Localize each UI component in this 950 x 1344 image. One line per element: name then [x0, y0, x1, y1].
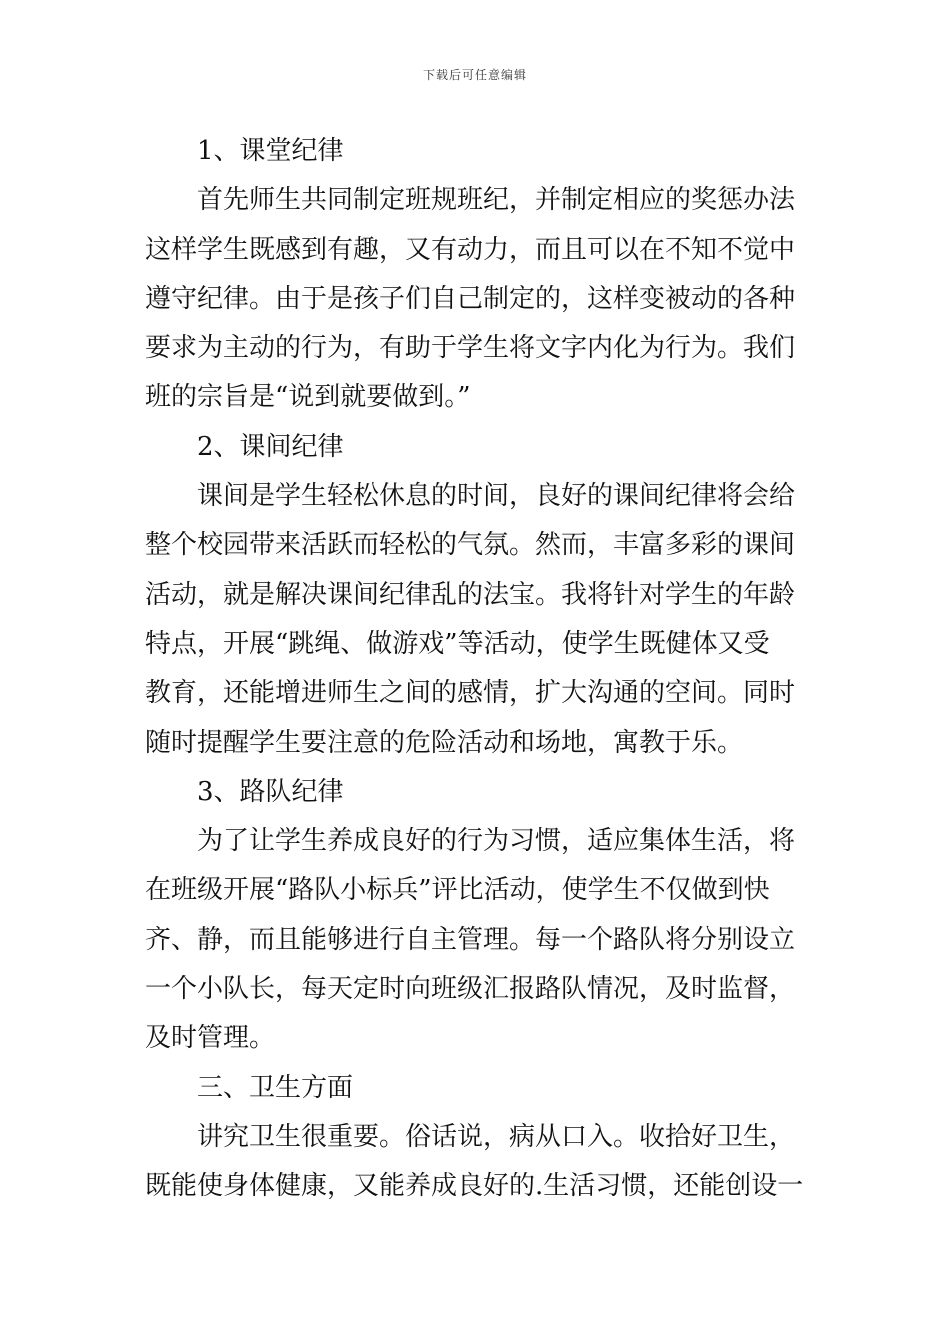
paragraph-line: 在班级开展“路队小标兵”评比活动，使学生不仅做到快 — [145, 875, 770, 906]
paragraph-line: 班的宗旨是“说到就要做到。” — [145, 382, 471, 413]
paragraph-line: 随时提醒学生要注意的危险活动和场地，寓教于乐。 — [145, 727, 744, 758]
paragraph-line: 要求为主动的行为，有助于学生将文字内化为行为。我们 — [145, 333, 796, 364]
paragraph-line: 一个小队长，每天定时向班级汇报路队情况，及时监督， — [145, 974, 796, 1005]
document-body — [145, 127, 810, 1212]
paragraph-line: 遵守纪律。由于是孩子们自己制定的，这样变被动的各种 — [145, 283, 796, 314]
heading-break-discipline: 2、课间纪律 — [197, 431, 344, 462]
paragraph-line: 教育，还能增进师生之间的感情，扩大沟通的空间。同时 — [145, 678, 796, 709]
paragraph-line: 整个校园带来活跃而轻松的气氛。然而，丰富多彩的课间 — [145, 530, 796, 561]
paragraph-line: 课间是学生轻松休息的时间，良好的课间纪律将会给 — [197, 481, 796, 512]
paragraph-line: 活动，就是解决课间纪律乱的法宝。我将针对学生的年龄 — [145, 579, 796, 610]
paragraph-line: 齐、静，而且能够进行自主管理。每一个路队将分别设立 — [145, 924, 796, 955]
paragraph-line: 首先师生共同制定班规班纪，并制定相应的奖惩办法 — [197, 185, 796, 216]
paragraph-line: 为了让学生养成良好的行为习惯，适应集体生活，将 — [197, 826, 796, 857]
paragraph-line: 特点，开展“跳绳、做游戏”等活动，使学生既健体又受 — [145, 628, 770, 659]
heading-classroom-discipline: 1、课堂纪律 — [197, 136, 344, 166]
header-note: 下载后可任意编辑 — [422, 68, 527, 82]
paragraph-line: 这样学生既感到有趣，又有动力，而且可以在不知不觉中 — [145, 234, 796, 265]
paragraph-line: 讲究卫生很重要。俗话说，病从口入。收拾好卫生， — [197, 1121, 796, 1152]
heading-queue-discipline: 3、路队纪律 — [197, 776, 344, 807]
paragraph-line: 及时管理。 — [145, 1023, 276, 1054]
heading-hygiene: 三、卫生方面 — [197, 1072, 354, 1103]
paragraph-line: 既能使身体健康，又能养成良好的.生活习惯，还能创设一 — [145, 1171, 804, 1202]
